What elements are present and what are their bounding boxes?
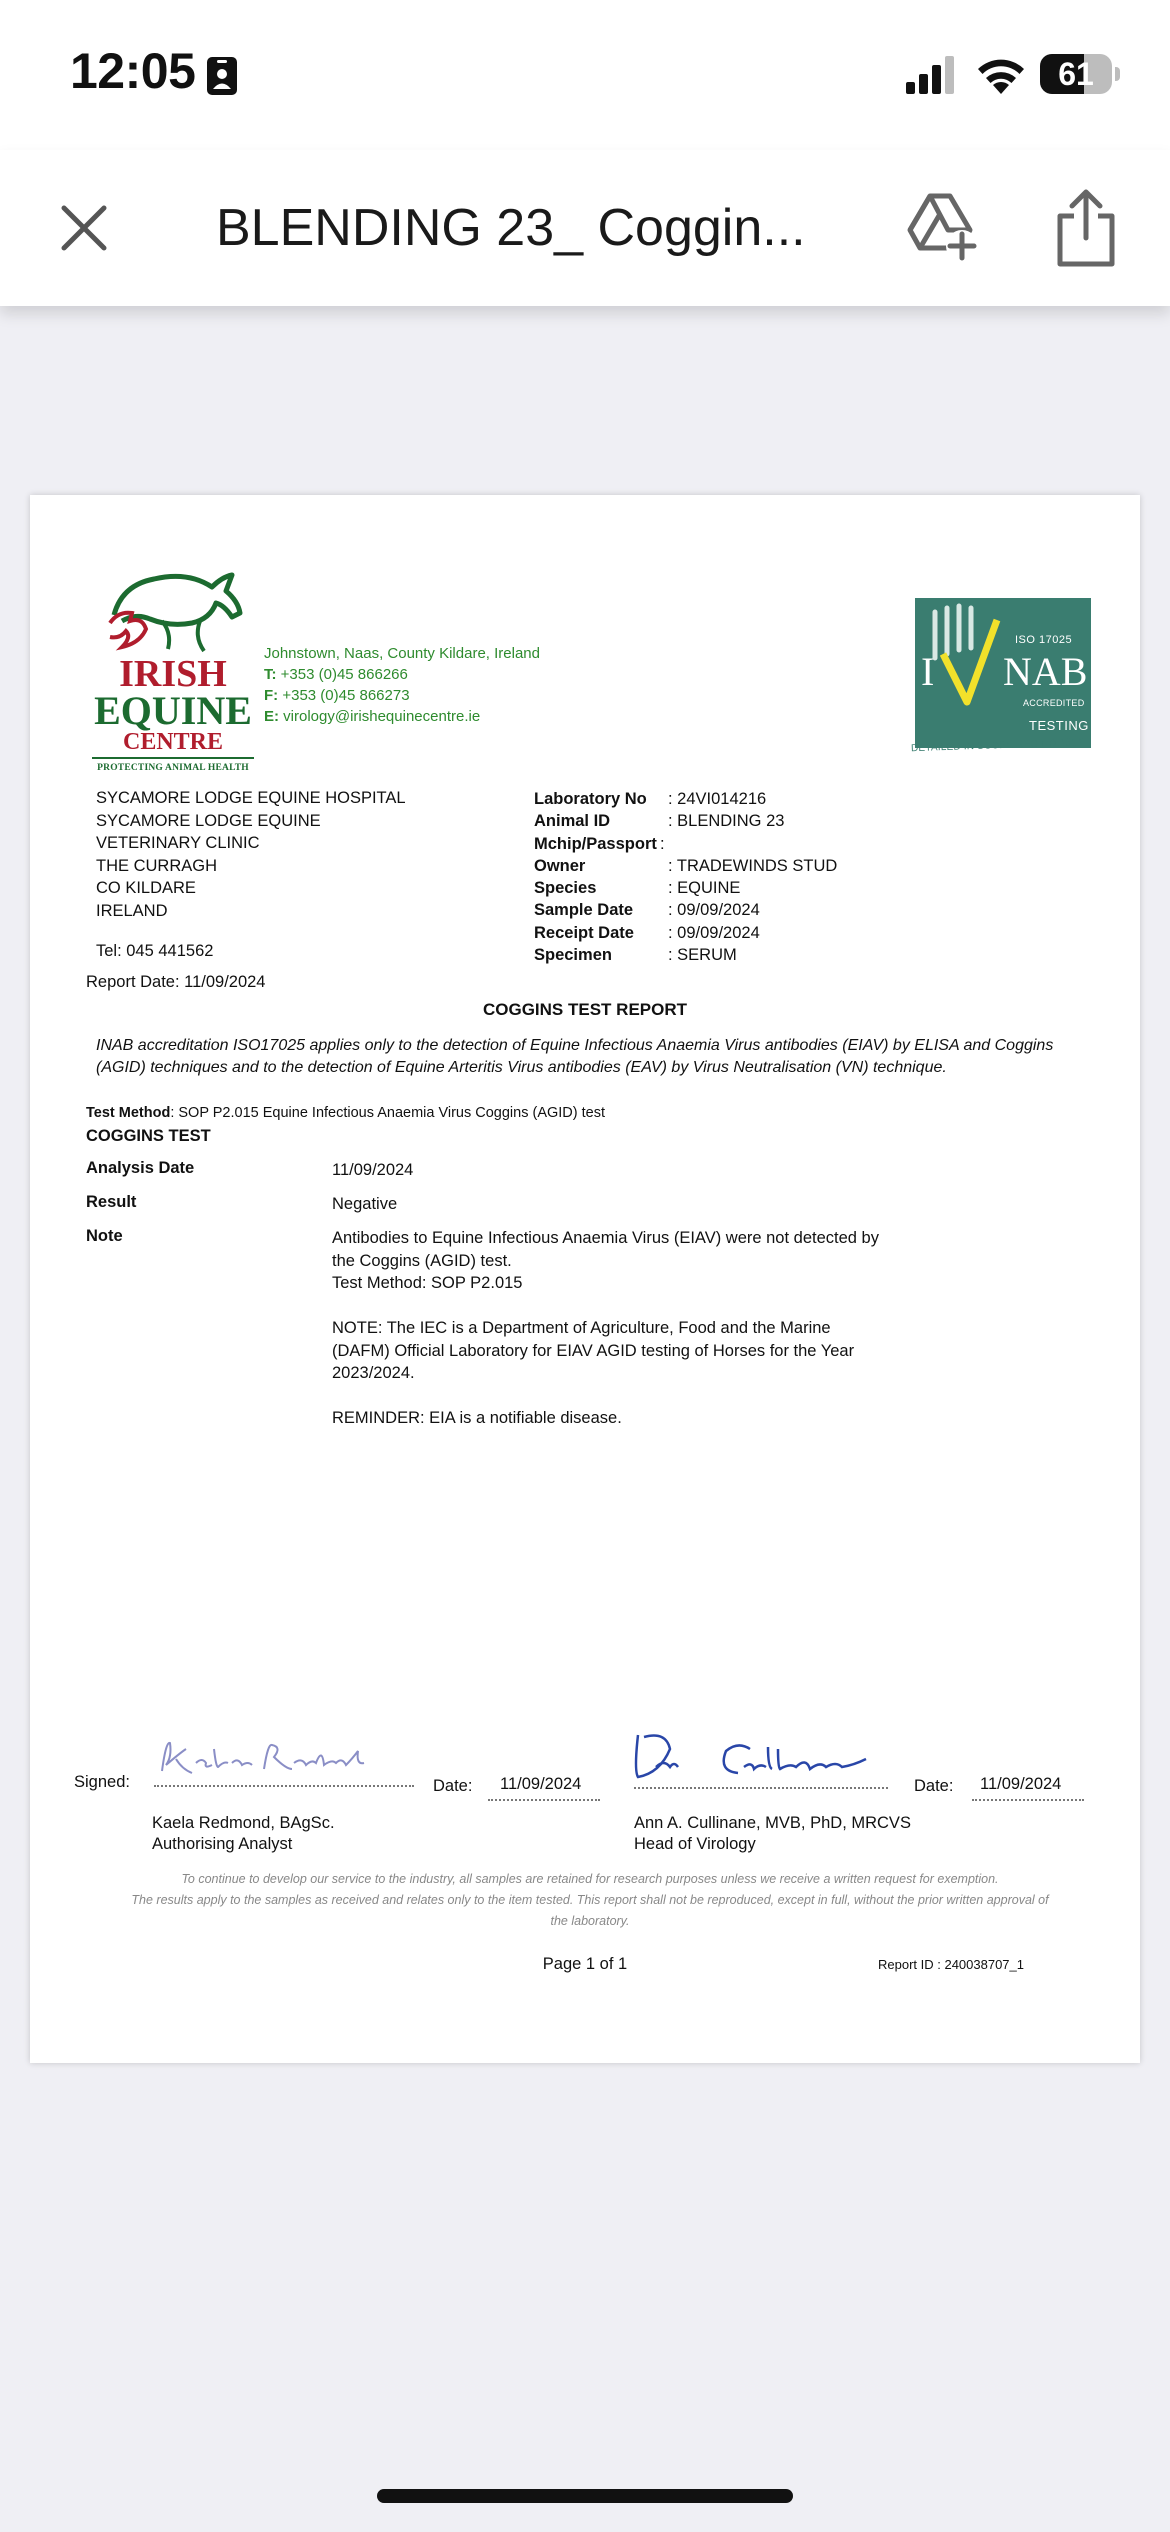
analysis-date-label: Analysis Date: [86, 1159, 195, 1177]
battery-percent: 61: [1058, 56, 1094, 92]
sig2-role: Head of Virology: [634, 1835, 756, 1853]
date-label-2: Date:: [914, 1777, 954, 1795]
inab-accreditation-logo: ISO 17025 I NAB ACCREDITED TESTING: [915, 598, 1091, 748]
logo-equine: EQUINE: [94, 688, 252, 733]
sig1-role: Authorising Analyst: [152, 1835, 293, 1853]
disclaimer: To continue to develop our service to the industry, all samples are retained for research purposes unless we receive a written request for exemption. The results apply to the samples as received and relates only to the item tested. This report shall not be reproduced, except in full, without the prior written approval of the laboratory.: [131, 1872, 1049, 1928]
sig2-date: 11/09/2024: [980, 1775, 1062, 1793]
fax: +353 (0)45 866273: [282, 687, 410, 704]
result-label: Result: [86, 1193, 137, 1211]
home-indicator[interactable]: [377, 2489, 793, 2503]
id-card-icon: [206, 56, 238, 96]
report-title: COGGINS TEST REPORT: [482, 1000, 688, 1019]
sig1-name: Kaela Redmond, BAgSc.: [152, 1814, 335, 1832]
status-time: 12:05: [70, 43, 196, 99]
viewer-toolbar: [0, 150, 1170, 306]
add-to-drive-icon[interactable]: [900, 186, 986, 270]
address: Johnstown, Naas, County Kildare, Ireland: [264, 645, 540, 662]
section-title: COGGINS TEST: [86, 1127, 211, 1145]
accreditation-statement: INAB accreditation ISO17025 applies only to the detection of Equine Infectious Anaemia Virus antibodies (EIAV) by ELISA and Coggins (AGID) techniques and to the detection of Equine Arteritis Virus antibodies (EAV) by Virus Neutralisation (VN) technique.: [96, 1037, 1054, 1076]
logo-irish: IRISH: [119, 653, 227, 695]
battery-icon: [1040, 54, 1120, 94]
inab-scope: DETAILED IN SCOPE REG NO.151T: [910, 737, 1084, 755]
note-4: REMINDER: EIA is a notifiable disease.: [332, 1409, 622, 1427]
test-method: Test Method: SOP P2.015 Equine Infectious Anaemia Virus Coggins (AGID) test: [86, 1105, 606, 1121]
client-address: SYCAMORE LODGE EQUINE HOSPITAL SYCAMORE LODGE EQUINE VETERINARY CLINIC THE CURRAGH CO KILDARE IRELAND: [96, 789, 406, 920]
analysis-date-value: 11/09/2024: [332, 1161, 414, 1179]
report-date: Report Date: 11/09/2024: [86, 973, 266, 991]
signature-ann-cullinane: [630, 1727, 880, 1785]
irish-equine-centre-logo: [92, 557, 254, 773]
note-3: NOTE: The IEC is a Department of Agriculture, Food and the Marine (DAFM) Official Laboratory for EIAV AGID testing of Horses for the Year 2023/2024.: [332, 1319, 855, 1382]
note-label: Note: [86, 1227, 123, 1245]
document-title: BLENDING 23_ Coggin...: [216, 199, 806, 257]
note-1: Antibodies to Equine Infectious Anaemia Virus (EIAV) were not detected by the Coggins (AGID) test.: [332, 1229, 879, 1270]
sig2-name: Ann A. Cullinane, MVB, PhD, MRCVS: [634, 1814, 911, 1832]
status-bar: [0, 0, 1170, 150]
signed-label: Signed:: [74, 1773, 130, 1791]
report-id: Report ID : 240038707_1: [878, 1957, 1024, 1972]
phone: +353 (0)45 866266: [280, 666, 408, 683]
horse-logo-icon: [92, 557, 254, 657]
close-icon[interactable]: [46, 190, 122, 266]
signature-kaela-redmond: [152, 1735, 372, 1781]
page-number: Page 1 of 1: [542, 1955, 628, 1973]
pdf-page: IRISH EQUINE CENTRE PROTECTING ANIMAL HEALTH Johnstown, Naas, County Kildare, Ireland T: +353 (0)45 866266 F: +353 (0)45 866273 E: virology@irishequinecentre.ie ISO 17025 I NAB ACCREDITED TESTING DETAILED IN SCOPE REG NO.151T SYCAMORE LODGE EQUINE HOSPITAL SYCAMORE LODGE EQUINE VETERINARY CLINIC THE CURRAGH CO KILDARE IRELAND Tel: 045 441562 Report Date: 11/09/2024 Laboratory No : 24VI014216 Animal ID : BLENDING 23 Mchip/Passport : Owner : TRADEWINDS STUD Species : EQUINE Sample Date : 09/09/2024 Receipt Date : 09/09/2024 Specimen : SERUM COGGINS TEST REPORT INAB accreditation ISO17025 applies only to the detection of Equine Infectious Anaemia Virus antibodies (EIAV) by ELISA and Coggins (AGID) techniques and to the detection of Equine Arteritis Virus antibodies (EAV) by Virus Neutralisation (VN) technique. Test Method: SOP P2.015 Equine Infectious Anaemia Virus Coggins (AGID) test COGGINS TEST Analysis Date 11/09/2024 Result Negative Note Antibodies to Equine Infectious Anaemia Virus (EIAV) were not detected by the Coggins (AGID) test. Test Method: SOP P2.015 NOTE: The IEC is a Department of Agriculture, Food and the Marine (DAFM) Official Laboratory for EIAV AGID testing of Horses for the Year 2023/2024. REMINDER: EIA is a notifiable disease. Signed: Date: 11/09/2024 Kaela Redmond, BAgSc. Authorising Analyst Date: 11/09/2024 Ann A. Cullinane, MVB, PhD, MRCVS Head of Virology To continue to develop our service to the industry, all samples are retained for research purposes unless we receive a written request for exemption. The results apply to the samples as received and relates only to the item tested. This report shall not be reproduced, except in full, without the prior written approval of the laboratory. Page 1 of 1 Report ID : 240038707_1: [30, 495, 1140, 2063]
date-label-1: Date:: [433, 1777, 473, 1795]
logo-tagline: PROTECTING ANIMAL HEALTH: [97, 763, 249, 773]
wifi-icon: [974, 52, 1028, 94]
contact-block: Johnstown, Naas, County Kildare, Ireland T: +353 (0)45 866266 F: +353 (0)45 866273 E: virology@irishequinecentre.ie: [264, 645, 540, 725]
client-tel: Tel: 045 441562: [96, 942, 214, 960]
sig1-date: 11/09/2024: [500, 1775, 582, 1793]
signal-icon: [906, 56, 956, 94]
share-icon[interactable]: [1046, 186, 1126, 270]
note-2: Test Method: SOP P2.015: [332, 1274, 523, 1292]
logo-centre: CENTRE: [122, 729, 224, 755]
email-link[interactable]: virology@irishequinecentre.ie: [283, 708, 481, 725]
result-value: Negative: [332, 1195, 398, 1213]
